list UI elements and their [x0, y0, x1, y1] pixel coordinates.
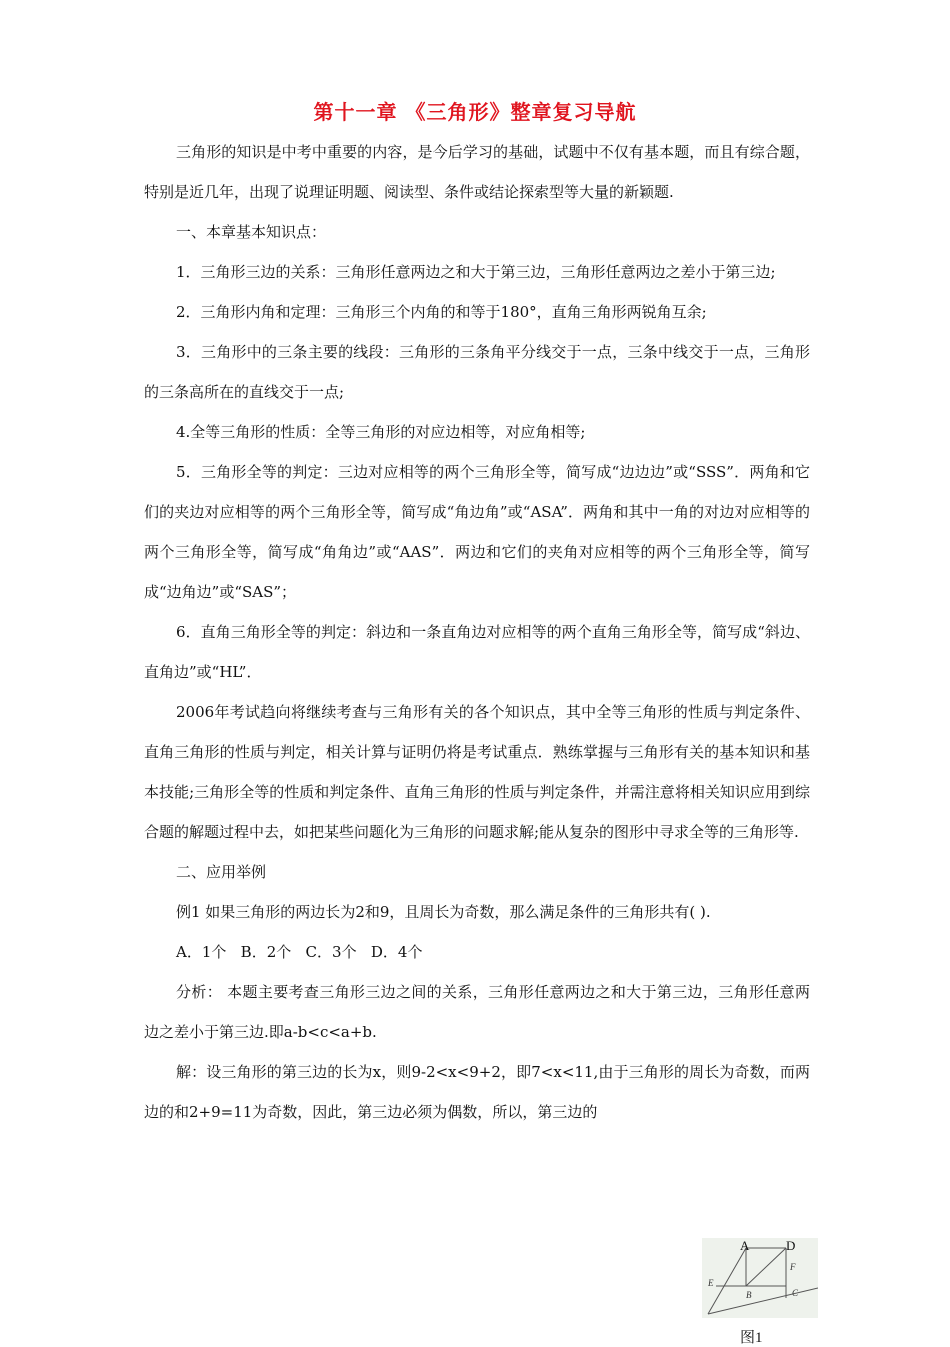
figure-label-a: A	[740, 1238, 750, 1253]
section-heading-examples: 二、应用举例	[176, 863, 267, 881]
example-1-analysis: 分析： 本题主要考查三角形三边之间的关系，三角形任意两边之和大于第三边，三角形任意两边之差小于第三边.即a-b<c<a+b.	[144, 983, 810, 1041]
knowledge-point-1: 1．三角形三边的关系：三角形任意两边之和大于第三边，三角形任意两边之差小于第三边;	[176, 263, 776, 281]
figure-label-c: C	[792, 1288, 799, 1298]
document-title: 第十一章 《三角形》整章复习导航	[313, 100, 637, 124]
figure-label-b: B	[746, 1290, 752, 1300]
knowledge-point-3: 3．三角形中的三条主要的线段：三角形的三条角平分线交于一点，三条中线交于一点，三角形的三条高所在的直线交于一点;	[144, 343, 810, 401]
example-1-choices: A．1个 B．2个 C．3个 D．4个	[176, 943, 423, 961]
figure-label-d: D	[786, 1238, 796, 1253]
document-body	[144, 132, 810, 1132]
figure-label-f: F	[790, 1262, 796, 1272]
figure-label-e: E	[708, 1278, 714, 1288]
example-1-solution: 解：设三角形的第三边的长为x，则9-2<x<9+2，即7<x<11,由于三角形的周长为奇数，而两边的和2+9=11为奇数，因此，第三边必须为偶数，所以，第三边的	[144, 1063, 810, 1121]
figure-caption: 图1	[740, 1330, 763, 1346]
knowledge-point-4: 4.全等三角形的性质：全等三角形的对应边相等，对应角相等;	[176, 423, 586, 441]
exam-trend-paragraph: 2006年考试趋向将继续考查与三角形有关的各个知识点，其中全等三角形的性质与判定条件、直角三角形的性质与判定，相关计算与证明仍将是考试重点．熟练掌握与三角形有关的基本知识和基本技能;三角形全等的性质和判定条件、直角三角形的性质与判定条件，并需注意将相关知识应用到综合题的解题过程中去，如把某些问题化为三角形的问题求解;能从复杂的图形中寻求全等的三角形等.	[144, 703, 810, 841]
knowledge-point-5: 5．三角形全等的判定：三边对应相等的两个三角形全等，简写成“边边边”或“SSS”．两角和它们的夹边对应相等的两个三角形全等，简写成“角边角”或“ASA”．两角和其中一角的对边对应相等的两个三角形全等，简写成“角角边”或“AAS”．两边和它们的夹角对应相等的两个三角形全等，简写成“边角边”或“SAS”；	[144, 463, 810, 601]
section-heading-knowledge: 一、本章基本知识点：	[176, 223, 327, 241]
geometry-figure	[702, 1238, 818, 1318]
knowledge-point-2: 2．三角形内角和定理：三角形三个内角的和等于180°，直角三角形两锐角互余;	[176, 303, 707, 321]
example-1-question: 例1 如果三角形的两边长为2和9，且周长为奇数，那么满足条件的三角形共有( ).	[176, 903, 711, 921]
knowledge-point-6: 6．直角三角形全等的判定：斜边和一条直角边对应相等的两个直角三角形全等，简写成“斜边、直角边”或“HL”．	[144, 623, 810, 681]
intro-paragraph: 三角形的知识是中考中重要的内容，是今后学习的基础，试题中不仅有基本题，而且有综合题，特别是近几年，出现了说理证明题、阅读型、条件或结论探索型等大量的新颖题.	[144, 143, 810, 201]
